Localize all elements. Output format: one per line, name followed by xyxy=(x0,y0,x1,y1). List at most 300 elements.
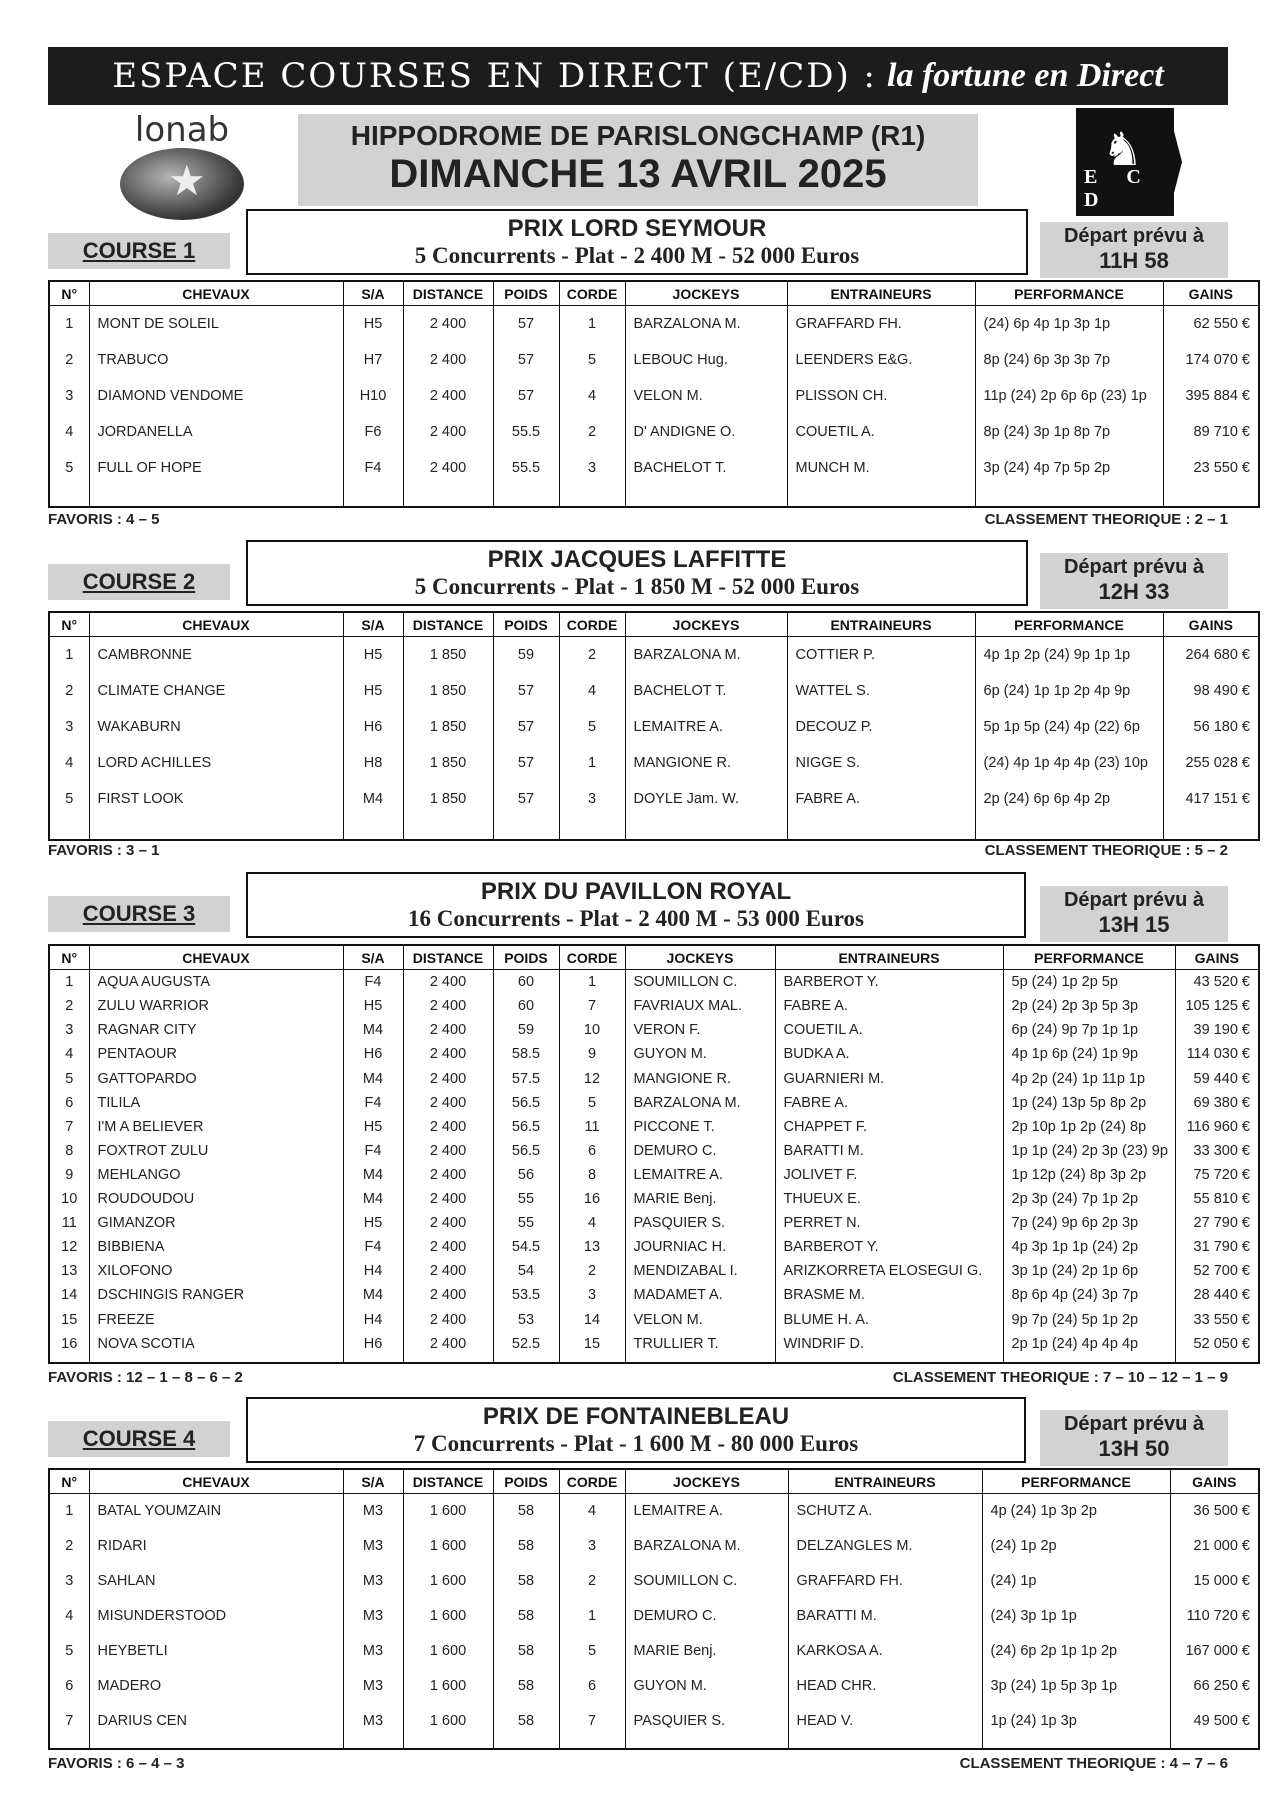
filler-cell xyxy=(975,486,1163,507)
cell-jockey: VELON M. xyxy=(625,378,787,414)
cell-sex-age: M4 xyxy=(343,1018,403,1042)
course-3-prix-info: 16 Concurrents - Plat - 2 400 M - 53 000 Euros xyxy=(408,906,864,931)
table-row xyxy=(49,781,1259,817)
filler-cell xyxy=(403,486,493,507)
column-header-distance: DISTANCE xyxy=(403,281,493,306)
cell-earnings: 66 250 € xyxy=(1170,1669,1259,1704)
cell-draw: 1 xyxy=(559,306,625,343)
cell-trainer: FABRE A. xyxy=(775,1091,1003,1115)
cell-num: 5 xyxy=(49,1634,89,1669)
cell-earnings: 255 028 € xyxy=(1163,745,1259,781)
table-row xyxy=(49,1091,1259,1115)
column-header-num: N° xyxy=(49,945,89,970)
column-header-sex-age: S/A xyxy=(343,281,403,306)
course-2-depart-time: 12H 33 xyxy=(1098,579,1170,604)
filler-cell xyxy=(403,817,493,840)
cell-draw: 8 xyxy=(559,1163,625,1187)
cell-jockey: LEBOUC Hug. xyxy=(625,342,787,378)
cell-weight: 53.5 xyxy=(493,1283,559,1307)
cell-sex-age: M4 xyxy=(343,1066,403,1090)
cell-draw: 3 xyxy=(559,450,625,486)
cell-trainer: KARKOSA A. xyxy=(788,1634,982,1669)
race-date: DIMANCHE 13 AVRIL 2025 xyxy=(389,152,887,196)
cell-performance: (24) 4p 1p 4p 4p (23) 10p xyxy=(975,745,1163,781)
cell-horse: HEYBETLI xyxy=(89,1634,343,1669)
filler-cell xyxy=(1163,817,1259,840)
cell-draw: 1 xyxy=(559,1599,625,1634)
cell-trainer: BARATTI M. xyxy=(788,1599,982,1634)
filler-cell xyxy=(343,1356,403,1363)
cell-horse: XILOFONO xyxy=(89,1259,343,1283)
table-filler-row xyxy=(49,1356,1259,1363)
cell-earnings: 167 000 € xyxy=(1170,1634,1259,1669)
cell-sex-age: M4 xyxy=(343,1283,403,1307)
cell-weight: 58 xyxy=(493,1669,559,1704)
cell-performance: 2p 3p (24) 7p 1p 2p xyxy=(1003,1187,1175,1211)
cell-earnings: 27 790 € xyxy=(1175,1211,1259,1235)
cell-draw: 1 xyxy=(559,970,625,995)
column-header-jockey: JOCKEYS xyxy=(625,945,775,970)
cell-distance: 2 400 xyxy=(403,414,493,450)
cell-trainer: BARBEROT Y. xyxy=(775,1235,1003,1259)
cell-horse: BIBBIENA xyxy=(89,1235,343,1259)
cell-trainer: GUARNIERI M. xyxy=(775,1066,1003,1090)
cell-distance: 2 400 xyxy=(403,1163,493,1187)
cell-sex-age: H5 xyxy=(343,306,403,343)
filler-cell xyxy=(625,1739,788,1749)
cell-num: 5 xyxy=(49,450,89,486)
table-row xyxy=(49,994,1259,1018)
cell-draw: 12 xyxy=(559,1066,625,1090)
cell-horse: NOVA SCOTIA xyxy=(89,1332,343,1356)
cell-horse: CAMBRONNE xyxy=(89,637,343,674)
filler-cell xyxy=(89,817,343,840)
cell-weight: 60 xyxy=(493,994,559,1018)
cell-draw: 3 xyxy=(559,1283,625,1307)
cell-draw: 2 xyxy=(559,637,625,674)
cell-weight: 58 xyxy=(493,1599,559,1634)
cell-jockey: LEMAITRE A. xyxy=(625,1494,788,1529)
cell-draw: 6 xyxy=(559,1669,625,1704)
cell-sex-age: H8 xyxy=(343,745,403,781)
cell-distance: 2 400 xyxy=(403,450,493,486)
hippodrome-box xyxy=(298,114,978,206)
filler-cell xyxy=(787,817,975,840)
cell-earnings: 28 440 € xyxy=(1175,1283,1259,1307)
cell-jockey: PASQUIER S. xyxy=(625,1704,788,1739)
course-4-table xyxy=(48,1468,1260,1750)
filler-cell xyxy=(559,1356,625,1363)
cell-draw: 7 xyxy=(559,1704,625,1739)
table-row xyxy=(49,1187,1259,1211)
cell-horse: AQUA AUGUSTA xyxy=(89,970,343,995)
cell-sex-age: F6 xyxy=(343,414,403,450)
column-header-horse: CHEVAUX xyxy=(89,281,343,306)
cell-num: 5 xyxy=(49,781,89,817)
cell-earnings: 52 050 € xyxy=(1175,1332,1259,1356)
cell-earnings: 39 190 € xyxy=(1175,1018,1259,1042)
course-3-classement: CLASSEMENT THEORIQUE : 7 – 10 – 12 – 1 – 9 xyxy=(892,1369,1228,1386)
cell-jockey: LEMAITRE A. xyxy=(625,1163,775,1187)
course-2-prix-info: 5 Concurrents - Plat - 1 850 M - 52 000 Euros xyxy=(414,574,860,599)
cell-jockey: SOUMILLON C. xyxy=(625,970,775,995)
column-header-earnings: GAINS xyxy=(1163,612,1259,637)
cell-weight: 56.5 xyxy=(493,1091,559,1115)
cell-earnings: 110 720 € xyxy=(1170,1599,1259,1634)
cell-horse: FIRST LOOK xyxy=(89,781,343,817)
cell-jockey: PASQUIER S. xyxy=(625,1211,775,1235)
filler-cell xyxy=(625,817,787,840)
cell-draw: 4 xyxy=(559,1211,625,1235)
cell-distance: 1 850 xyxy=(403,673,493,709)
cell-weight: 59 xyxy=(493,1018,559,1042)
cell-distance: 1 600 xyxy=(403,1704,493,1739)
cell-trainer: WATTEL S. xyxy=(787,673,975,709)
course-1-prix-info: 5 Concurrents - Plat - 2 400 M - 52 000 Euros xyxy=(414,243,860,268)
cell-weight: 54.5 xyxy=(493,1235,559,1259)
cell-draw: 3 xyxy=(559,1529,625,1564)
banner-slogan: la fortune en Direct xyxy=(887,57,1164,94)
column-header-distance: DISTANCE xyxy=(403,612,493,637)
column-header-trainer: ENTRAINEURS xyxy=(788,1469,982,1494)
cell-weight: 58 xyxy=(493,1704,559,1739)
cell-trainer: CHAPPET F. xyxy=(775,1115,1003,1139)
column-header-sex-age: S/A xyxy=(343,1469,403,1494)
cell-horse: WAKABURN xyxy=(89,709,343,745)
filler-cell xyxy=(403,1356,493,1363)
cell-horse: RAGNAR CITY xyxy=(89,1018,343,1042)
cell-horse: GATTOPARDO xyxy=(89,1066,343,1090)
cell-num: 1 xyxy=(49,637,89,674)
filler-cell xyxy=(49,486,89,507)
cell-sex-age: F4 xyxy=(343,1139,403,1163)
column-header-jockey: JOCKEYS xyxy=(625,281,787,306)
filler-cell xyxy=(89,486,343,507)
table-row xyxy=(49,673,1259,709)
cell-horse: FREEZE xyxy=(89,1308,343,1332)
cell-trainer: GRAFFARD FH. xyxy=(787,306,975,343)
cell-trainer: WINDRIF D. xyxy=(775,1332,1003,1356)
cell-sex-age: M3 xyxy=(343,1634,403,1669)
cell-distance: 1 600 xyxy=(403,1669,493,1704)
course-4-depart-label: Départ prévu à xyxy=(1063,1413,1205,1435)
cell-distance: 2 400 xyxy=(403,1332,493,1356)
cell-performance: 2p (24) 6p 6p 4p 2p xyxy=(975,781,1163,817)
cell-num: 6 xyxy=(49,1091,89,1115)
column-header-num: N° xyxy=(49,1469,89,1494)
cell-trainer: LEENDERS E&G. xyxy=(787,342,975,378)
cell-sex-age: F4 xyxy=(343,1235,403,1259)
cell-sex-age: M3 xyxy=(343,1494,403,1529)
cell-num: 3 xyxy=(49,709,89,745)
cell-jockey: MENDIZABAL I. xyxy=(625,1259,775,1283)
cell-performance: 1p 1p (24) 2p 3p (23) 9p xyxy=(1003,1139,1175,1163)
cell-sex-age: M4 xyxy=(343,1163,403,1187)
cell-horse: ZULU WARRIOR xyxy=(89,994,343,1018)
cell-draw: 5 xyxy=(559,1091,625,1115)
cell-sex-age: H6 xyxy=(343,709,403,745)
cell-sex-age: F4 xyxy=(343,970,403,995)
filler-cell xyxy=(343,817,403,840)
table-row xyxy=(49,1704,1259,1739)
cell-trainer: DELZANGLES M. xyxy=(788,1529,982,1564)
table-header-row xyxy=(49,612,1259,637)
cell-num: 12 xyxy=(49,1235,89,1259)
cell-draw: 10 xyxy=(559,1018,625,1042)
filler-cell xyxy=(49,817,89,840)
column-header-weight: POIDS xyxy=(493,1469,559,1494)
cell-trainer: NIGGE S. xyxy=(787,745,975,781)
cell-distance: 1 850 xyxy=(403,745,493,781)
cell-jockey: BARZALONA M. xyxy=(625,1529,788,1564)
lonab-logo xyxy=(112,110,252,222)
cell-distance: 1 600 xyxy=(403,1494,493,1529)
table-row xyxy=(49,1211,1259,1235)
course-1-depart-label: Départ prévu à xyxy=(1063,225,1205,247)
cell-draw: 4 xyxy=(559,673,625,709)
cell-distance: 2 400 xyxy=(403,1042,493,1066)
column-header-trainer: ENTRAINEURS xyxy=(787,612,975,637)
cell-weight: 58 xyxy=(493,1634,559,1669)
cell-performance: 4p 1p 6p (24) 1p 9p xyxy=(1003,1042,1175,1066)
cell-num: 1 xyxy=(49,306,89,343)
cell-num: 4 xyxy=(49,745,89,781)
cell-weight: 58 xyxy=(493,1564,559,1599)
cell-draw: 6 xyxy=(559,1139,625,1163)
cell-weight: 55.5 xyxy=(493,414,559,450)
cell-num: 2 xyxy=(49,673,89,709)
cell-distance: 2 400 xyxy=(403,306,493,343)
cell-performance: (24) 6p 2p 1p 1p 2p xyxy=(982,1634,1170,1669)
column-header-earnings: GAINS xyxy=(1170,1469,1259,1494)
cell-sex-age: H10 xyxy=(343,378,403,414)
cell-performance: 9p 7p (24) 5p 1p 2p xyxy=(1003,1308,1175,1332)
cell-earnings: 174 070 € xyxy=(1163,342,1259,378)
cell-sex-age: H5 xyxy=(343,673,403,709)
column-header-trainer: ENTRAINEURS xyxy=(787,281,975,306)
cell-draw: 13 xyxy=(559,1235,625,1259)
cell-performance: 4p 3p 1p 1p (24) 2p xyxy=(1003,1235,1175,1259)
course-1-depart xyxy=(1040,222,1228,278)
column-header-draw: CORDE xyxy=(559,612,625,637)
column-header-jockey: JOCKEYS xyxy=(625,1469,788,1494)
table-row xyxy=(49,342,1259,378)
course-3-table xyxy=(48,944,1260,1364)
cell-performance: 6p (24) 1p 1p 2p 4p 9p xyxy=(975,673,1163,709)
cell-weight: 57 xyxy=(493,781,559,817)
cell-sex-age: H5 xyxy=(343,637,403,674)
table-row xyxy=(49,1494,1259,1529)
cell-performance: 2p 1p (24) 4p 4p 4p xyxy=(1003,1332,1175,1356)
cell-num: 4 xyxy=(49,1599,89,1634)
cell-trainer: COUETIL A. xyxy=(775,1018,1003,1042)
cell-weight: 57 xyxy=(493,673,559,709)
cell-performance: 11p (24) 2p 6p 6p (23) 1p xyxy=(975,378,1163,414)
column-header-jockey: JOCKEYS xyxy=(625,612,787,637)
cell-weight: 57 xyxy=(493,378,559,414)
cell-performance: 2p (24) 2p 3p 5p 3p xyxy=(1003,994,1175,1018)
column-header-performance: PERFORMANCE xyxy=(1003,945,1175,970)
cell-performance: 8p (24) 3p 1p 8p 7p xyxy=(975,414,1163,450)
cell-performance: 4p 2p (24) 1p 11p 1p xyxy=(1003,1066,1175,1090)
cell-draw: 4 xyxy=(559,378,625,414)
cell-weight: 54 xyxy=(493,1259,559,1283)
cell-trainer: DECOUZ P. xyxy=(787,709,975,745)
cell-jockey: D' ANDIGNE O. xyxy=(625,414,787,450)
cell-horse: TRABUCO xyxy=(89,342,343,378)
cell-earnings: 33 300 € xyxy=(1175,1139,1259,1163)
cell-num: 7 xyxy=(49,1704,89,1739)
course-3-prix-box xyxy=(246,872,1026,938)
cell-jockey: MANGIONE R. xyxy=(625,745,787,781)
cell-earnings: 98 490 € xyxy=(1163,673,1259,709)
cell-jockey: BACHELOT T. xyxy=(625,450,787,486)
cell-distance: 1 600 xyxy=(403,1634,493,1669)
cell-weight: 56.5 xyxy=(493,1115,559,1139)
cell-performance: 8p 6p 4p (24) 3p 7p xyxy=(1003,1283,1175,1307)
course-1-table xyxy=(48,280,1260,508)
table-row xyxy=(49,1599,1259,1634)
cell-earnings: 33 550 € xyxy=(1175,1308,1259,1332)
filler-cell xyxy=(89,1356,343,1363)
cell-jockey: VELON M. xyxy=(625,1308,775,1332)
cell-weight: 55 xyxy=(493,1211,559,1235)
cell-performance: (24) 1p 2p xyxy=(982,1529,1170,1564)
filler-cell xyxy=(559,486,625,507)
star-icon: ★ xyxy=(168,157,206,204)
course-4-label: COURSE 4 xyxy=(48,1421,230,1457)
ecd-letters: E C D xyxy=(1084,166,1153,211)
cell-jockey: MARIE Benj. xyxy=(625,1187,775,1211)
cell-jockey: JOURNIAC H. xyxy=(625,1235,775,1259)
course-2-label: COURSE 2 xyxy=(48,564,230,600)
course-2-depart-label: Départ prévu à xyxy=(1063,556,1205,578)
cell-draw: 5 xyxy=(559,709,625,745)
cell-trainer: PLISSON CH. xyxy=(787,378,975,414)
cell-weight: 55.5 xyxy=(493,450,559,486)
course-2-prix-name: PRIX JACQUES LAFFITTE xyxy=(487,546,787,573)
table-row xyxy=(49,1669,1259,1704)
cell-num: 4 xyxy=(49,414,89,450)
course-1-favoris: FAVORIS : 4 – 5 xyxy=(48,511,160,528)
cell-draw: 15 xyxy=(559,1332,625,1356)
cell-performance: 5p 1p 5p (24) 4p (22) 6p xyxy=(975,709,1163,745)
cell-distance: 2 400 xyxy=(403,994,493,1018)
column-header-horse: CHEVAUX xyxy=(89,945,343,970)
table-row xyxy=(49,306,1259,343)
cell-jockey: BARZALONA M. xyxy=(625,637,787,674)
cell-distance: 2 400 xyxy=(403,1283,493,1307)
cell-jockey: DEMURO C. xyxy=(625,1599,788,1634)
table-row xyxy=(49,1259,1259,1283)
cell-num: 2 xyxy=(49,1529,89,1564)
table-filler-row xyxy=(49,486,1259,507)
cell-sex-age: H4 xyxy=(343,1308,403,1332)
column-header-sex-age: S/A xyxy=(343,945,403,970)
cell-draw: 1 xyxy=(559,745,625,781)
cell-weight: 56 xyxy=(493,1163,559,1187)
cell-trainer: MUNCH M. xyxy=(787,450,975,486)
cell-horse: MEHLANGO xyxy=(89,1163,343,1187)
cell-trainer: GRAFFARD FH. xyxy=(788,1564,982,1599)
cell-horse: DSCHINGIS RANGER xyxy=(89,1283,343,1307)
column-header-earnings: GAINS xyxy=(1163,281,1259,306)
cell-draw: 5 xyxy=(559,342,625,378)
cell-earnings: 264 680 € xyxy=(1163,637,1259,674)
cell-jockey: VERON F. xyxy=(625,1018,775,1042)
cell-sex-age: F4 xyxy=(343,1091,403,1115)
cell-weight: 52.5 xyxy=(493,1332,559,1356)
cell-earnings: 59 440 € xyxy=(1175,1066,1259,1090)
cell-distance: 2 400 xyxy=(403,1308,493,1332)
table-row xyxy=(49,1139,1259,1163)
filler-cell xyxy=(1163,486,1259,507)
course-1-label: COURSE 1 xyxy=(48,233,230,269)
cell-trainer: FABRE A. xyxy=(787,781,975,817)
cell-draw: 2 xyxy=(559,414,625,450)
cell-performance: (24) 3p 1p 1p xyxy=(982,1599,1170,1634)
cell-trainer: COUETIL A. xyxy=(787,414,975,450)
filler-cell xyxy=(559,817,625,840)
course-1-classement: CLASSEMENT THEORIQUE : 2 – 1 xyxy=(984,511,1228,528)
cell-jockey: BARZALONA M. xyxy=(625,1091,775,1115)
table-row xyxy=(49,378,1259,414)
cell-trainer: SCHUTZ A. xyxy=(788,1494,982,1529)
filler-cell xyxy=(559,1739,625,1749)
cell-earnings: 31 790 € xyxy=(1175,1235,1259,1259)
cell-draw: 3 xyxy=(559,781,625,817)
cell-jockey: SOUMILLON C. xyxy=(625,1564,788,1599)
table-row xyxy=(49,1564,1259,1599)
cell-performance: 3p (24) 1p 5p 3p 1p xyxy=(982,1669,1170,1704)
cell-earnings: 23 550 € xyxy=(1163,450,1259,486)
filler-cell xyxy=(787,486,975,507)
cell-horse: RIDARI xyxy=(89,1529,343,1564)
table-header-row xyxy=(49,945,1259,970)
column-header-draw: CORDE xyxy=(559,945,625,970)
cell-weight: 56.5 xyxy=(493,1139,559,1163)
cell-horse: DIAMOND VENDOME xyxy=(89,378,343,414)
course-4-prix-name: PRIX DE FONTAINEBLEAU xyxy=(482,1403,790,1430)
cell-jockey: BACHELOT T. xyxy=(625,673,787,709)
cell-distance: 2 400 xyxy=(403,1187,493,1211)
cell-horse: JORDANELLA xyxy=(89,414,343,450)
cell-earnings: 75 720 € xyxy=(1175,1163,1259,1187)
cell-draw: 9 xyxy=(559,1042,625,1066)
cell-horse: ROUDOUDOU xyxy=(89,1187,343,1211)
cell-draw: 2 xyxy=(559,1259,625,1283)
cell-distance: 2 400 xyxy=(403,1115,493,1139)
course-4-depart-time: 13H 50 xyxy=(1098,1436,1170,1461)
cell-earnings: 395 884 € xyxy=(1163,378,1259,414)
cell-sex-age: M3 xyxy=(343,1669,403,1704)
cell-num: 8 xyxy=(49,1139,89,1163)
cell-earnings: 21 000 € xyxy=(1170,1529,1259,1564)
cell-trainer: BLUME H. A. xyxy=(775,1308,1003,1332)
table-row xyxy=(49,637,1259,674)
cell-sex-age: M3 xyxy=(343,1704,403,1739)
logo-text: lonab xyxy=(134,110,230,150)
table-row xyxy=(49,745,1259,781)
cell-jockey: PICCONE T. xyxy=(625,1115,775,1139)
column-header-weight: POIDS xyxy=(493,945,559,970)
cell-earnings: 15 000 € xyxy=(1170,1564,1259,1599)
course-1-depart-time: 11H 58 xyxy=(1099,248,1169,273)
cell-trainer: HEAD CHR. xyxy=(788,1669,982,1704)
cell-distance: 1 600 xyxy=(403,1599,493,1634)
cell-jockey: FAVRIAUX MAL. xyxy=(625,994,775,1018)
cell-sex-age: M3 xyxy=(343,1599,403,1634)
